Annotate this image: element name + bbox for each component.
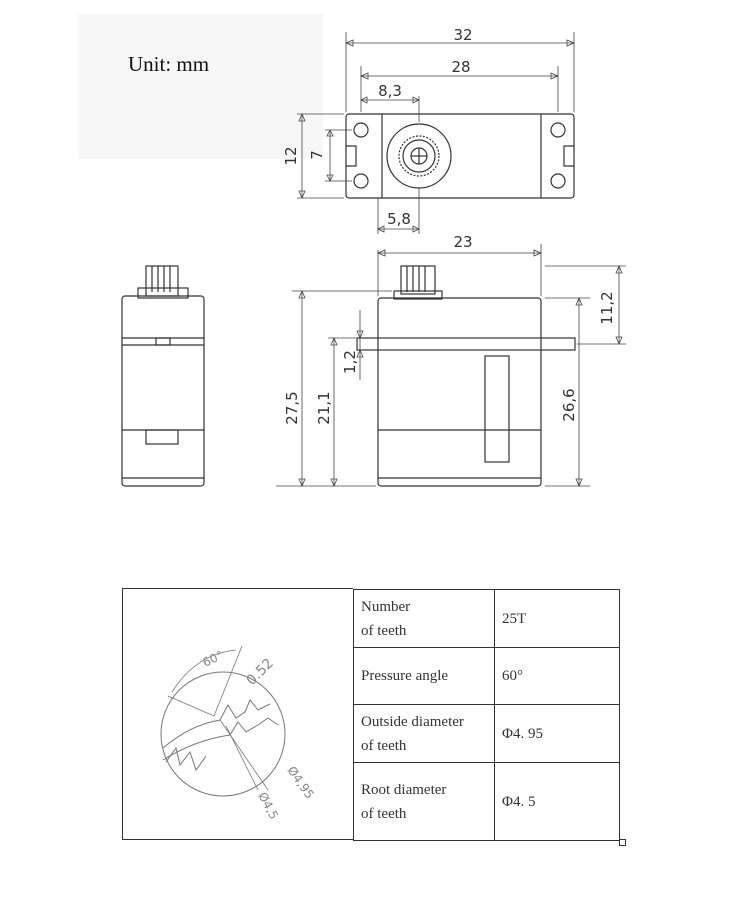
gear-spec-table (353, 589, 620, 841)
mount-hole-bottom-left (354, 174, 368, 188)
front-label-slot (485, 356, 509, 462)
mount-hole-top-right (551, 123, 565, 137)
front-view (276, 233, 626, 486)
gear-angle-label: 60° (200, 648, 226, 670)
unit-label: Unit: mm (128, 52, 210, 76)
dim-front-upper-height: 11,2 (598, 291, 616, 325)
table-row (354, 648, 620, 705)
mount-hole-top-left (354, 123, 368, 137)
spec-key: Outside diameter of teeth (354, 705, 495, 763)
top-view-body (346, 114, 574, 198)
gear-tooth-label: 0.52 (243, 655, 277, 689)
spec-key: Number of teeth (354, 590, 495, 648)
table-row (354, 705, 620, 763)
dim-top-shaft-offset: 8,3 (378, 82, 402, 100)
dim-top-hole-vertical: 7 (308, 150, 326, 160)
mount-hole-bottom-right (551, 174, 565, 188)
dim-top-height: 12 (282, 146, 300, 166)
dim-front-total-height: 27,5 (283, 391, 301, 425)
spec-value: 25T (495, 590, 620, 648)
gear-detail-frame (122, 588, 353, 840)
dim-front-body-height: 21,1 (315, 391, 333, 425)
gear-root-diameter-label: Ø4,5 (255, 789, 282, 822)
dim-top-overall-width: 32 (453, 26, 473, 44)
table-resize-handle (619, 839, 626, 846)
dim-top-hole-spacing: 28 (451, 58, 471, 76)
side-spline (146, 266, 178, 296)
front-body (378, 298, 541, 486)
front-mount-tab (357, 338, 575, 350)
front-spline (401, 266, 435, 294)
dim-front-width: 23 (453, 233, 473, 251)
side-view (122, 266, 204, 486)
top-view (282, 26, 574, 234)
table-row (354, 590, 620, 648)
table-row (354, 763, 620, 841)
side-body (122, 296, 204, 486)
spec-key: Root diameter of teeth (354, 763, 495, 841)
gear-outside-diameter-label: Ø4,95 (284, 763, 317, 802)
spec-value: Φ4. 95 (495, 705, 620, 763)
dim-front-tab-thickness: 1,2 (341, 350, 359, 374)
spec-key: Pressure angle (354, 648, 495, 705)
dim-front-mount-height: 26,6 (560, 388, 578, 422)
spec-value: 60° (495, 648, 620, 705)
spec-value: Φ4. 5 (495, 763, 620, 841)
dim-top-shaft-hole-offset: 5,8 (387, 210, 411, 228)
